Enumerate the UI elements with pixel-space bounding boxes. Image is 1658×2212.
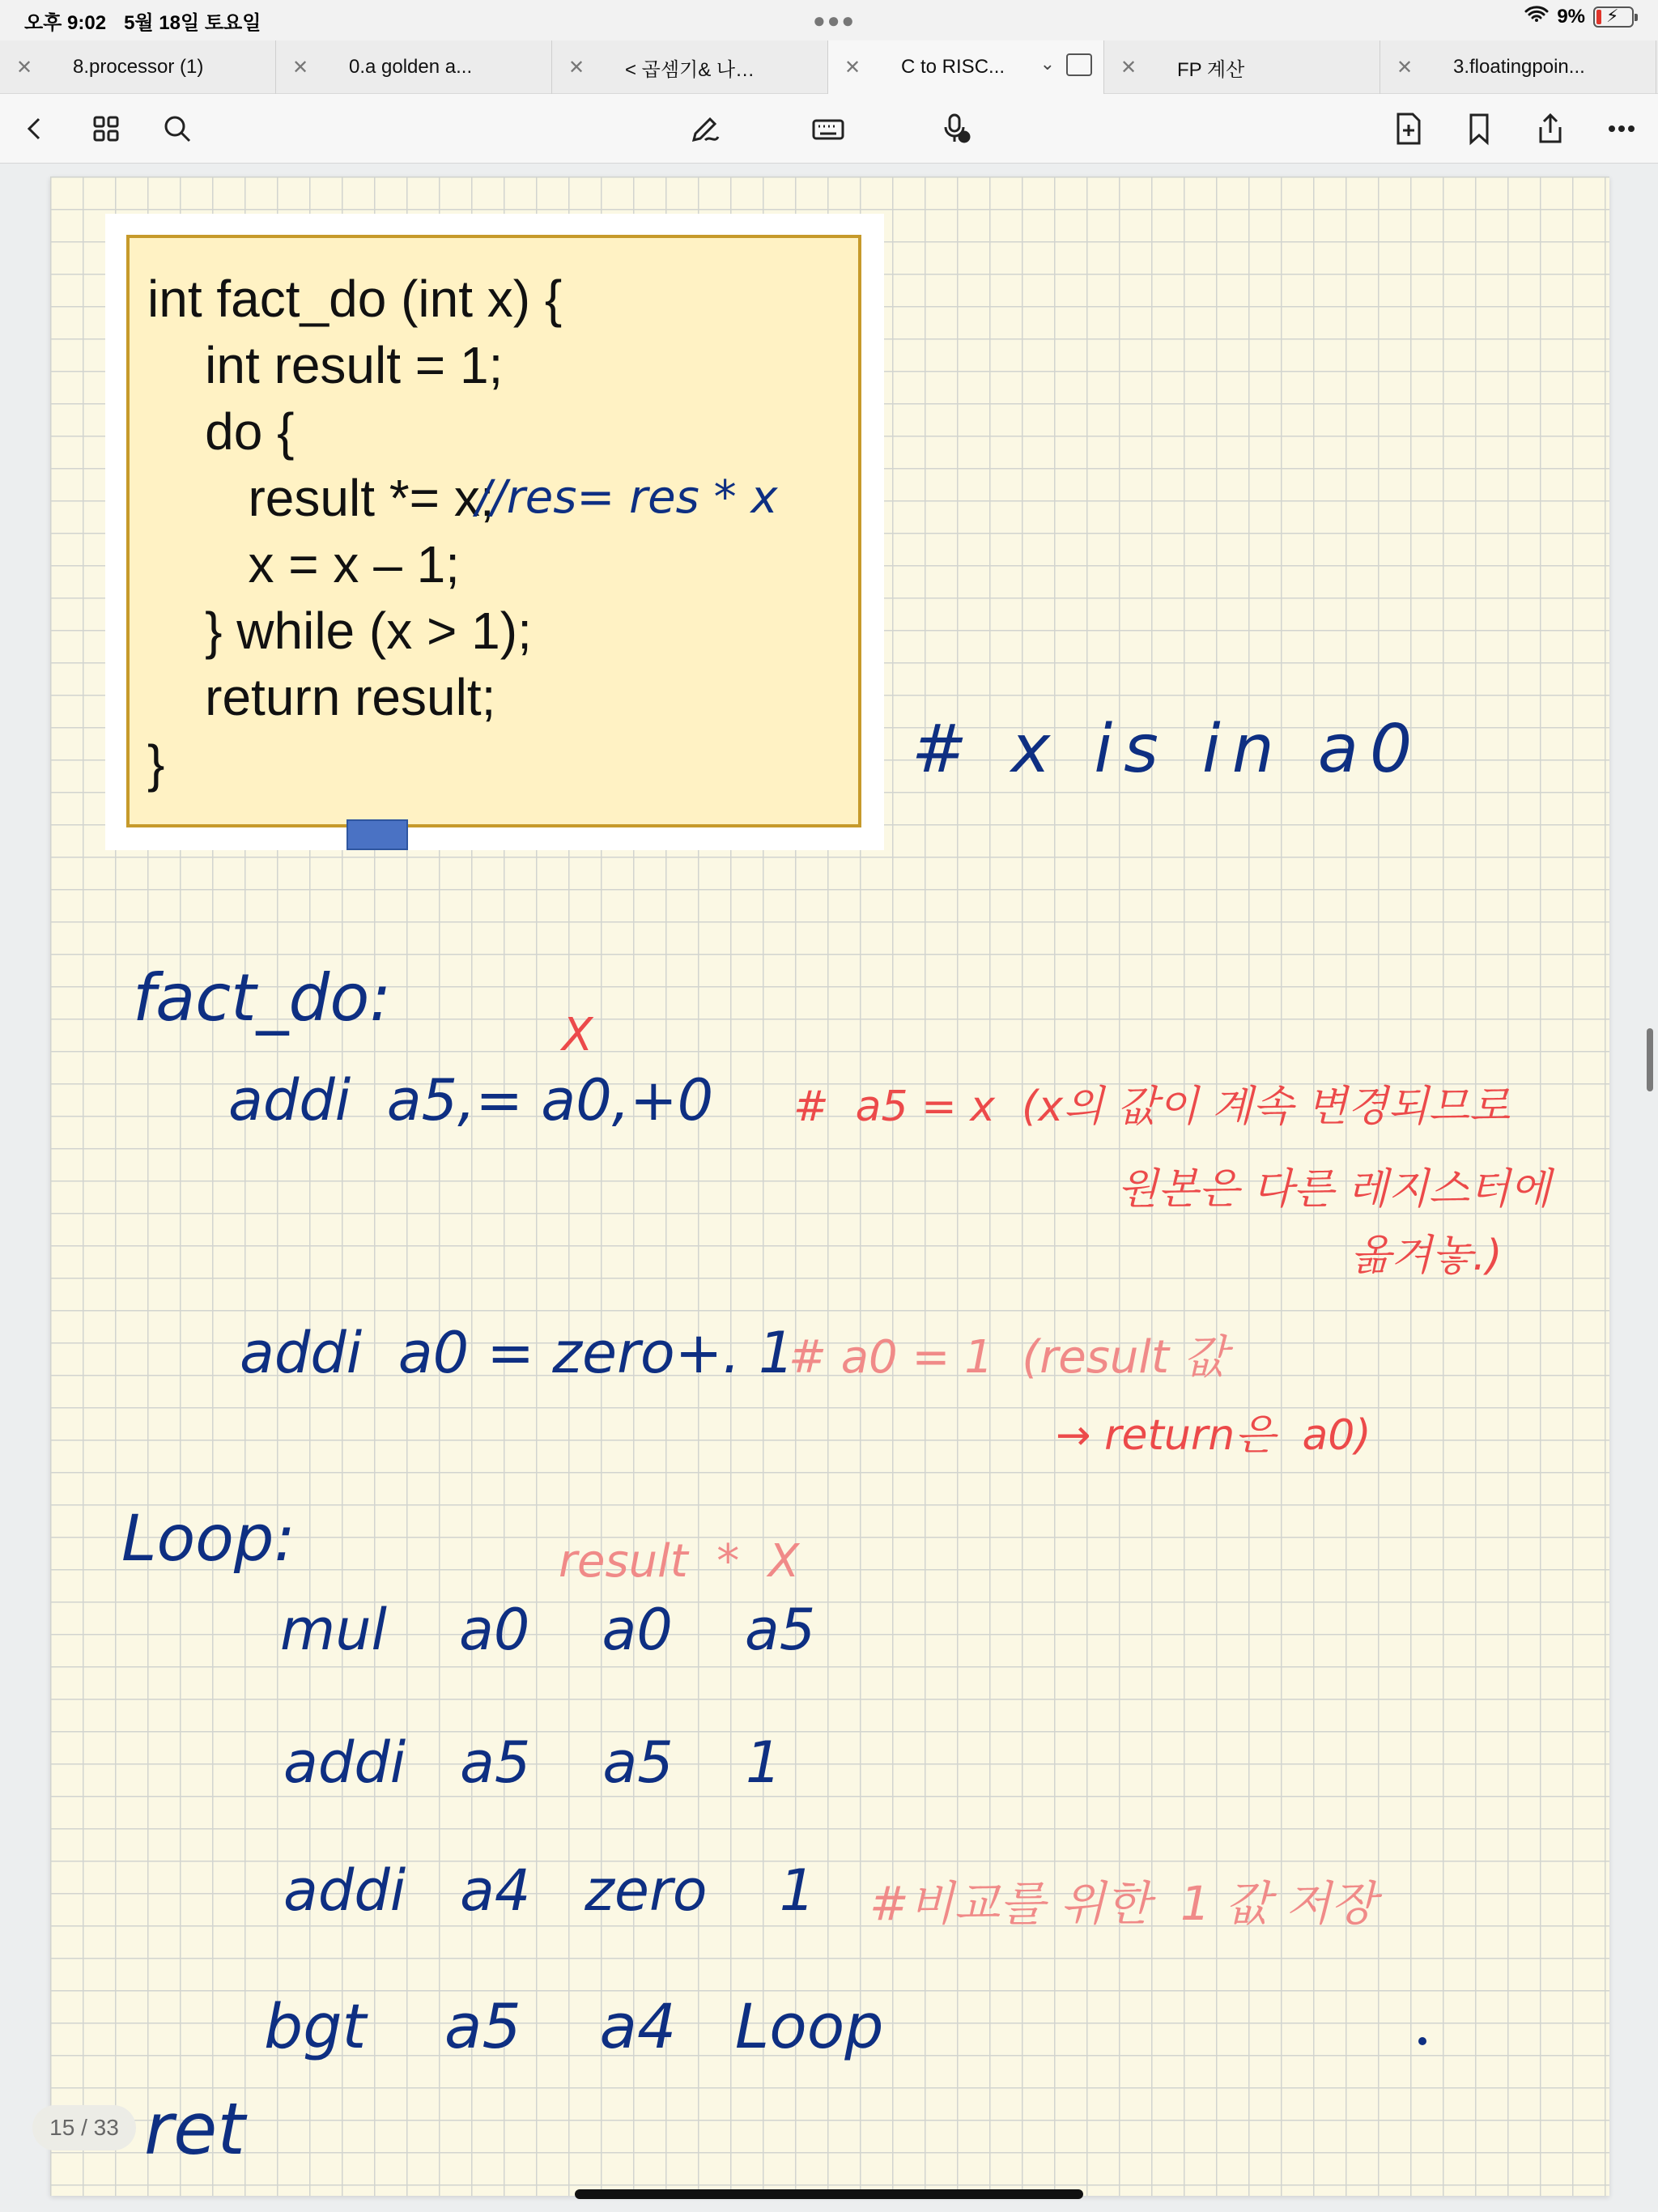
note-result-times-x: result * X — [559, 1535, 800, 1588]
comment-1a: # a5 = x (x의 값이 계속 변경되므로 — [793, 1083, 1511, 1131]
page-indicator: 15 / 33 — [32, 2105, 136, 2150]
code-line: return result; — [147, 668, 496, 726]
code-annotation: //res= res * x — [476, 471, 778, 524]
tab-golden[interactable] — [276, 40, 552, 94]
status-bar — [0, 0, 1658, 40]
add-page-icon[interactable] — [1388, 108, 1428, 149]
toolbar — [0, 94, 1658, 164]
close-icon[interactable]: ✕ — [844, 56, 861, 79]
wifi-icon — [1524, 5, 1549, 28]
home-indicator[interactable] — [575, 2189, 1083, 2199]
tab-label: C to RISC... — [901, 56, 1005, 78]
code-line: do { — [147, 402, 295, 461]
tab-label: < 곱셈기& 나… — [625, 58, 755, 81]
note-x-mark: X — [562, 1009, 593, 1061]
comment-1c: 옮겨놓.) — [1350, 1231, 1503, 1280]
status-right — [1524, 5, 1634, 28]
instr-addi-1: addi a5,= a0,+0 — [228, 1067, 714, 1134]
more-icon[interactable] — [1601, 108, 1642, 149]
code-line: result *= x; — [147, 469, 495, 527]
battery-icon: ⚡ — [1593, 6, 1634, 28]
tab-fp[interactable] — [1104, 40, 1380, 94]
tab-label: 8.processor (1) — [73, 56, 204, 78]
code-line: int fact_do (int x) { — [147, 270, 563, 328]
split-view-icon[interactable] — [1066, 53, 1092, 76]
close-icon[interactable]: ✕ — [1120, 56, 1137, 79]
grid-icon[interactable] — [86, 108, 126, 149]
instr-addi-2: addi a0 = zero+. 1 — [240, 1320, 795, 1386]
bookmark-icon[interactable] — [1459, 108, 1499, 149]
scrollbar[interactable] — [1647, 1028, 1653, 1091]
comment-2b: → return은 a0) — [1056, 1411, 1371, 1460]
tab-label: FP 계산 — [1177, 58, 1245, 81]
comment-1b: 원본은 다른 레지스터에 — [1117, 1165, 1551, 1214]
mic-off-icon[interactable] — [936, 108, 976, 149]
close-icon[interactable]: ✕ — [15, 56, 33, 79]
close-icon[interactable]: ✕ — [1396, 56, 1414, 79]
instr-addi-4: addi a4 zero 1 — [283, 1857, 816, 1924]
code-line: } while (x > 1); — [147, 602, 532, 660]
multitask-dots-icon[interactable]: ●●● — [813, 8, 857, 32]
code-line: } — [147, 734, 165, 793]
share-icon[interactable] — [1530, 108, 1571, 149]
label-fact-do: fact_do: — [133, 960, 392, 1036]
code-line: int result = 1; — [147, 336, 504, 394]
note-x-in-a0: # x is in a0 — [912, 711, 1424, 788]
keyboard-icon[interactable] — [808, 108, 848, 149]
search-icon[interactable] — [157, 108, 198, 149]
instr-bgt: bgt a5 a4 Loop — [264, 1990, 884, 2062]
selection-handle[interactable] — [346, 819, 408, 850]
instr-addi-3: addi a5 a5 1 — [283, 1729, 782, 1796]
status-date: 5월 18일 토요일 — [124, 11, 261, 34]
instr-mul: mul a0 a0 a5 — [280, 1597, 816, 1663]
pen-dot — [1418, 2037, 1426, 2045]
battery-percent: 9% — [1557, 5, 1585, 28]
tab-multiplier[interactable] — [552, 40, 828, 94]
back-icon[interactable] — [15, 108, 55, 149]
status-time: 오후 9:02 — [24, 11, 107, 34]
tab-bar — [0, 40, 1658, 94]
comment-2a: # a0 = 1 (result 값 — [789, 1331, 1227, 1384]
code-line: x = x – 1; — [147, 535, 460, 593]
tab-label: 0.a golden a... — [349, 56, 473, 78]
chevron-down-icon[interactable]: ⌄ — [1039, 53, 1055, 74]
comment-3: #비교를 위한 1 값 저장 — [869, 1876, 1376, 1931]
tab-floating[interactable] — [1380, 40, 1656, 94]
instr-ret: ret — [144, 2087, 245, 2171]
tab-label: 3.floatingpoin... — [1453, 56, 1585, 78]
tab-c-to-risc[interactable] — [828, 40, 1104, 94]
pen-icon[interactable] — [685, 108, 725, 149]
label-loop: Loop: — [121, 1503, 295, 1576]
close-icon[interactable]: ✕ — [568, 56, 585, 79]
close-icon[interactable]: ✕ — [291, 56, 309, 79]
tab-processor[interactable] — [0, 40, 276, 94]
